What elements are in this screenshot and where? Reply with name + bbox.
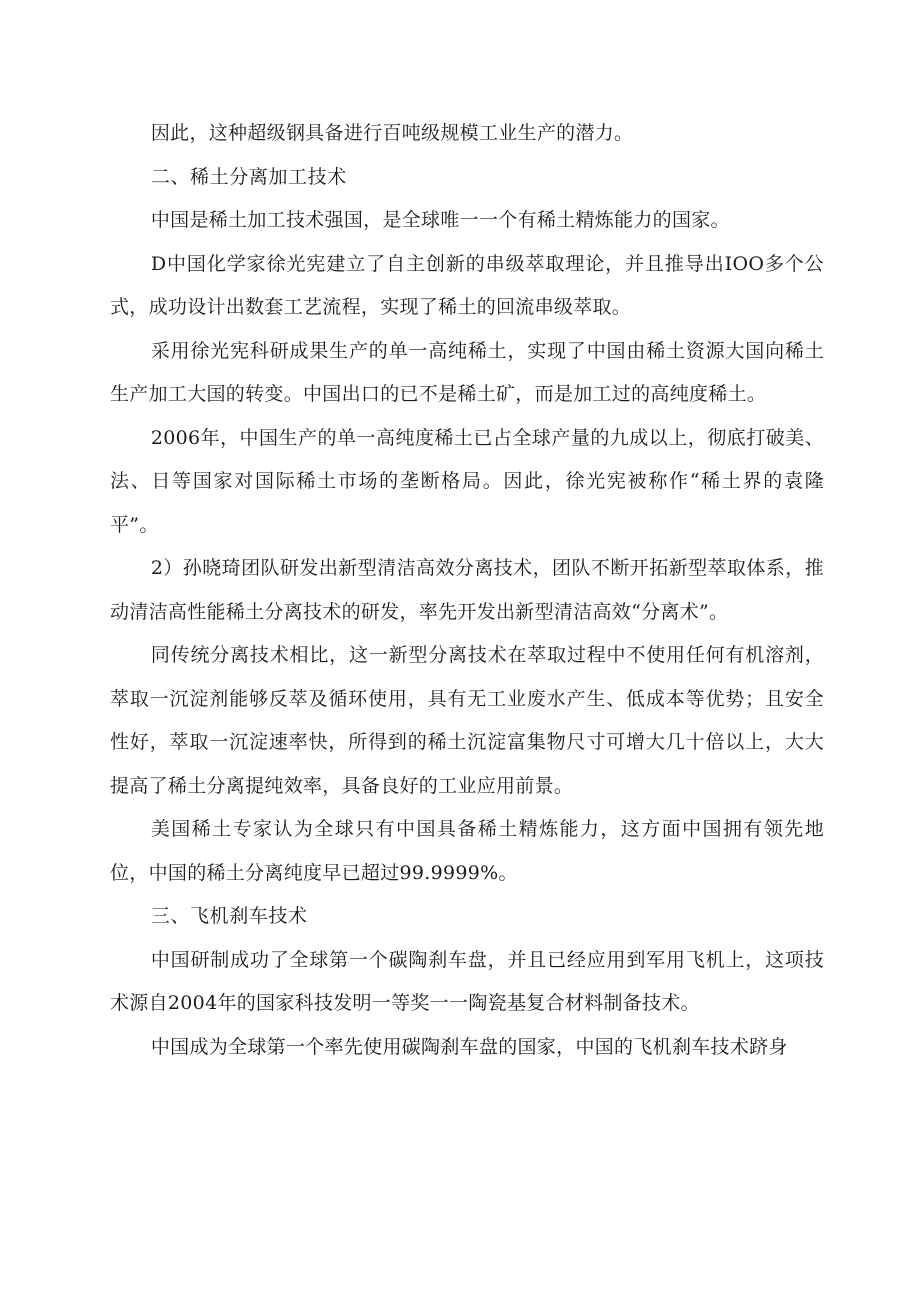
- paragraph-first-country: 中国成为全球第一个率先使用碳陶刹车盘的国家，中国的飞机刹车技术跻身: [150, 1035, 788, 1058]
- paragraph-rare-earth-intro: 中国是稀土加工技术强国，是全球唯一一个有稀土精炼能力的国家。: [150, 209, 730, 231]
- paragraph-superalloy-conclusion: 因此，这种超级钢具备进行百吨级规模工业生产的潜力。: [150, 122, 634, 144]
- section-heading-rare-earth: 二、稀土分离加工技术: [150, 165, 347, 188]
- paragraph-high-purity-rare-earth: 采用徐光宪科研成果生产的单一高纯稀土，实现了中国由稀土资源大国向稀土生产加工大国的转变。中国出口的已不是稀土矿，而是加工过的高纯度稀土。: [110, 339, 824, 405]
- paragraph-sun-xiaoqi-team: 2）孙晓琦团队研发出新型清洁高效分离技术，团队不断开拓新型萃取体系，推动清洁高性能稀土分离技术的研发，率先开发出新型清洁高效“分离术”。: [110, 557, 824, 623]
- document-body: [110, 112, 824, 1069]
- paragraph-carbon-ceramic-disc: 中国研制成功了全球第一个碳陶刹车盘，并且已经应用到军用飞机上，这项技术源自2004年的国家科技发明一等奖一一陶瓷基复合材料制备技术。: [110, 948, 824, 1014]
- section-heading-aircraft-brake: 三、飞机刹车技术: [150, 905, 308, 927]
- paragraph-2006-market-share: 2006年，中国生产的单一高纯度稀土已占全球产量的九成以上，彻底打破美、法、日等国家对国际稀土市场的垄断格局。因此，徐光宪被称作“稀土界的袁隆平”。: [110, 426, 824, 536]
- paragraph-us-experts: 美国稀土专家认为全球只有中国具备稀土精炼能力，这方面中国拥有领先地位，中国的稀土分离纯度早已超过99.9999%。: [110, 818, 824, 884]
- paragraph-xu-guangxian-theory: D中国化学家徐光宪建立了自主创新的串级萃取理论，并且推导出IOO多个公式，成功设计出数套工艺流程，实现了稀土的回流串级萃取。: [110, 252, 824, 318]
- paragraph-separation-comparison: 同传统分离技术相比，这一新型分离技术在萃取过程中不使用任何有机溶剂，萃取一沉淀剂能够反萃及循环使用，具有无工业废水产生、低成本等优势；且安全性好，萃取一沉淀速率快，所得到的稀土沉淀富集物尺寸可增大几十倍以上，大大提高了稀土分离提纯效率，具备良好的工业应用前景。: [110, 644, 824, 797]
